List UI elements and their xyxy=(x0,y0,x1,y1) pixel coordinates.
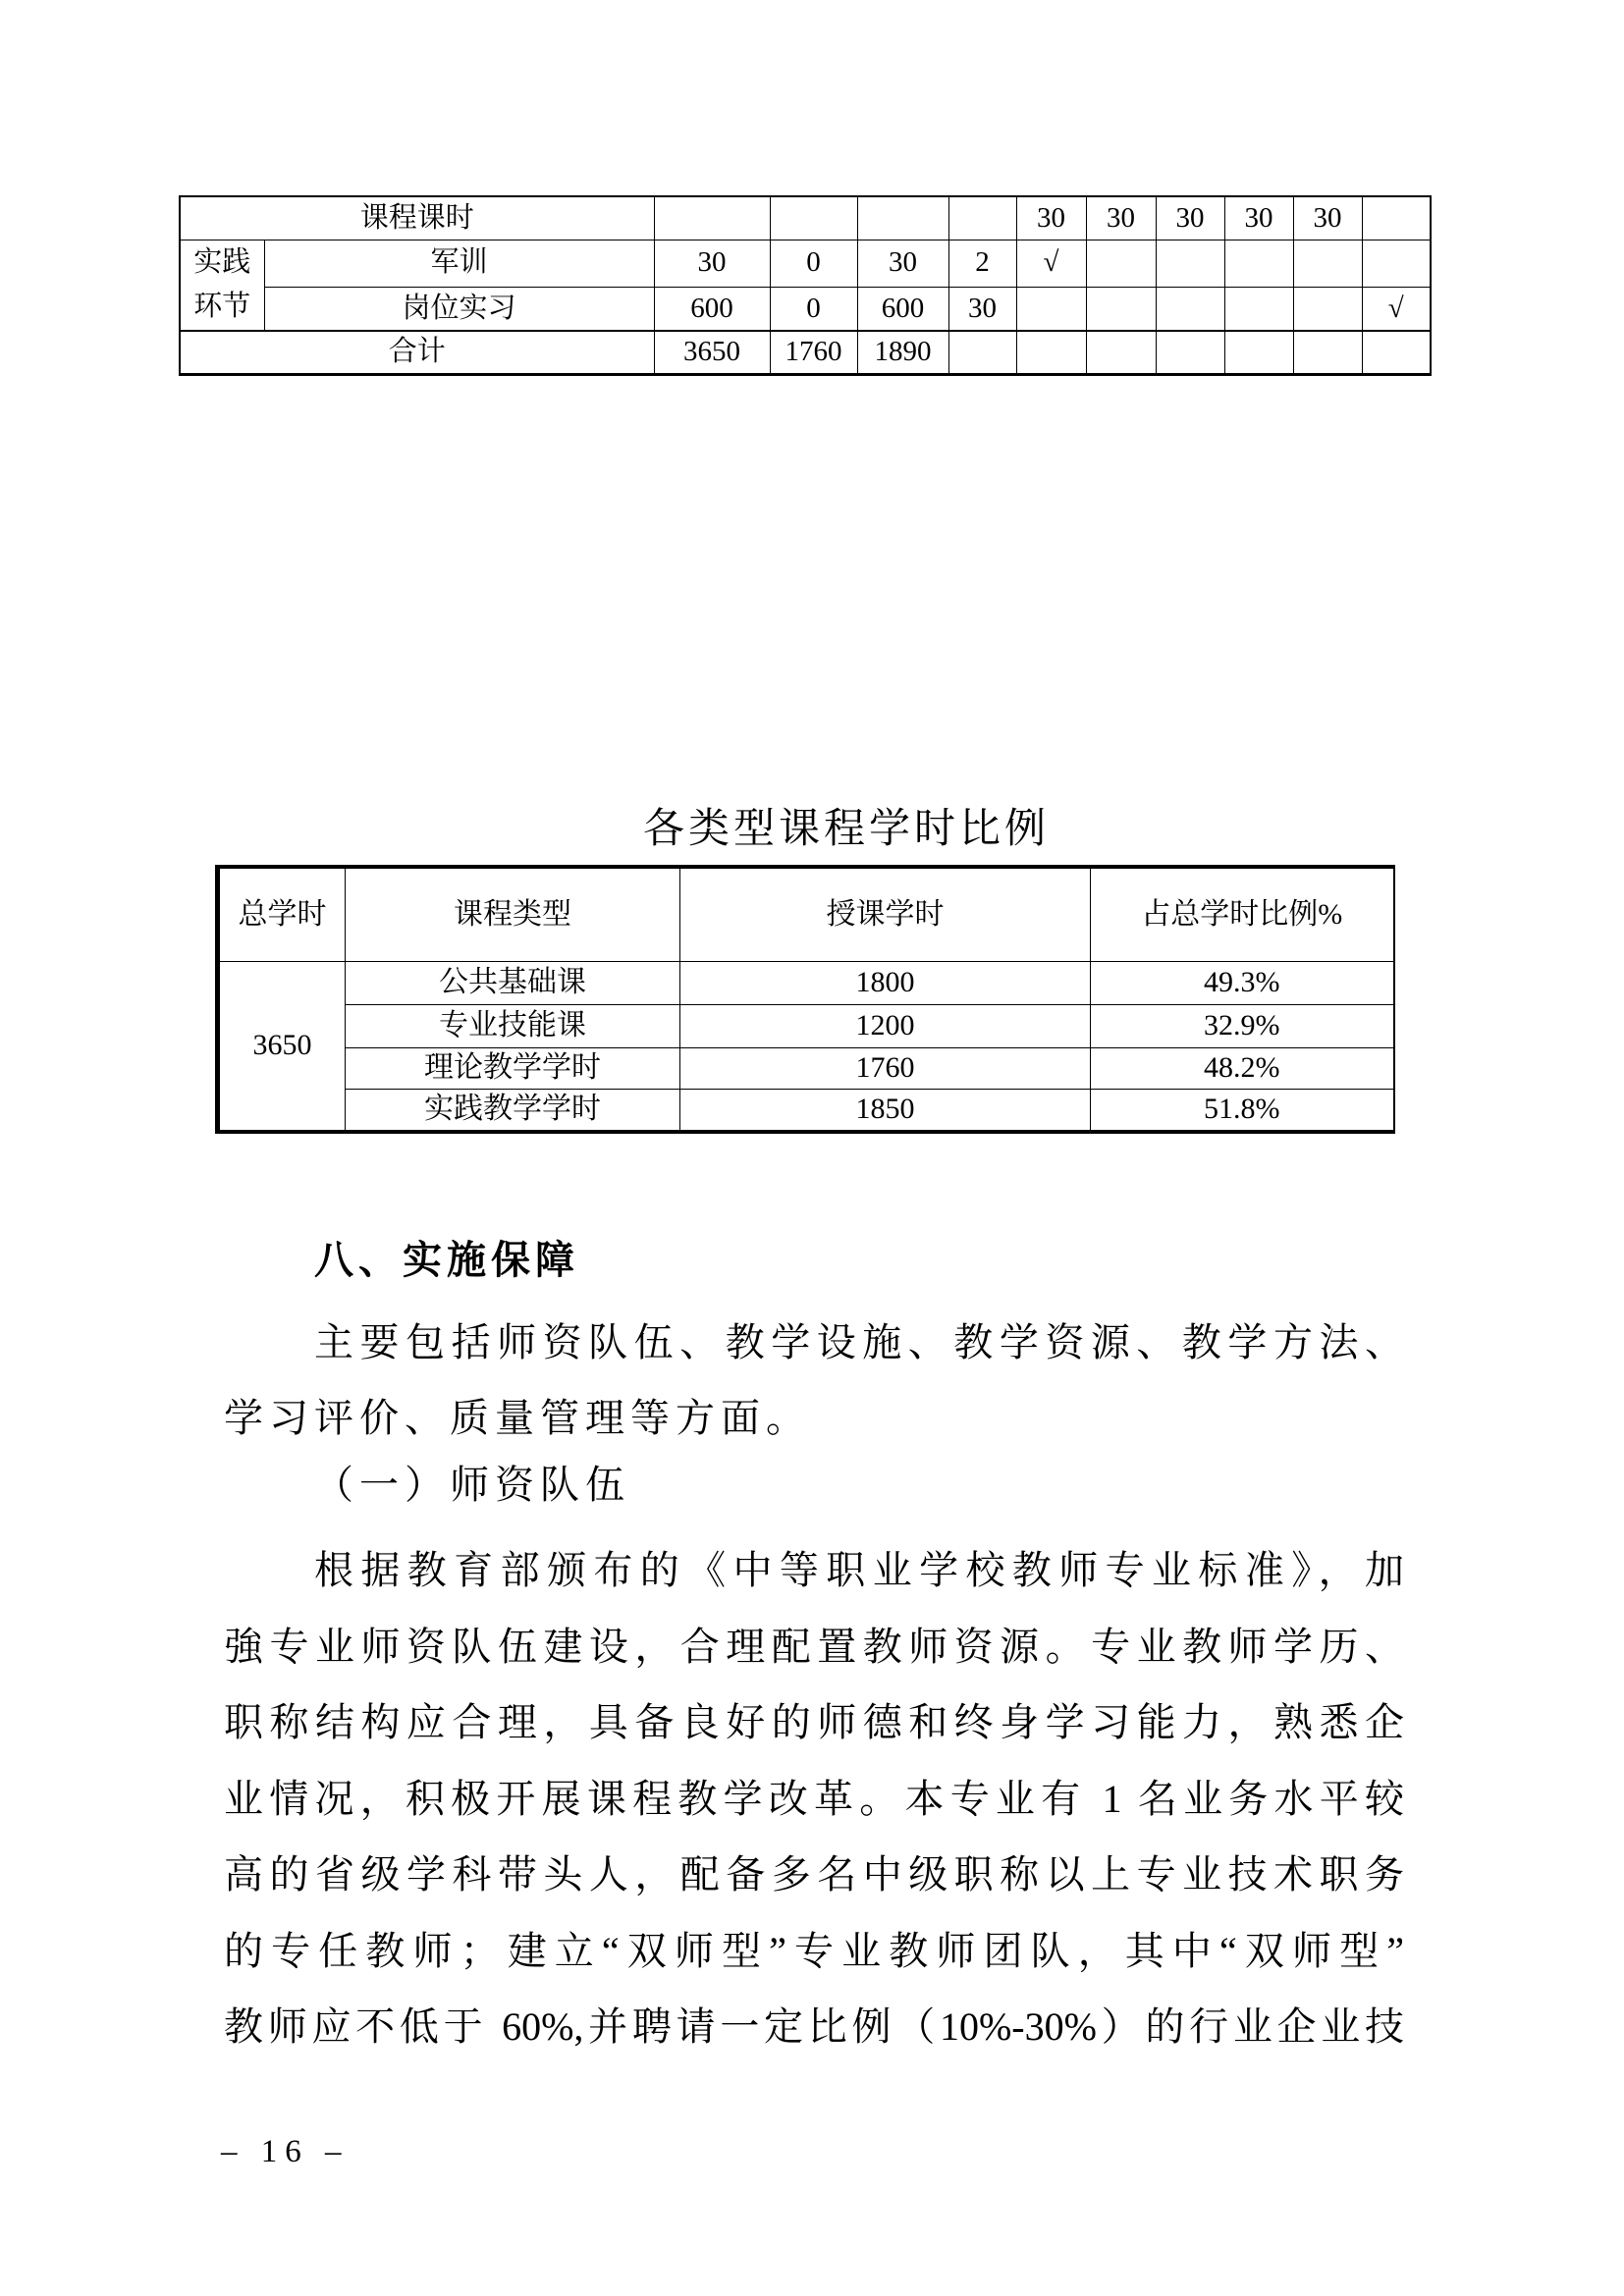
row2-hours: 1200 xyxy=(680,1004,1091,1047)
row1-type: 公共基础课 xyxy=(346,961,680,1004)
row1-hours: 1800 xyxy=(680,961,1091,1004)
total-label: 合计 xyxy=(180,331,654,374)
empty-cell xyxy=(1362,240,1431,287)
body-line: 业情况，积极开展课程教学改革。本专业有 1 名业务水平较 xyxy=(224,1777,1404,1821)
empty-cell xyxy=(1016,331,1086,374)
sem-hours-2: 30 xyxy=(1086,196,1156,240)
empty-cell xyxy=(770,196,857,240)
empty-cell xyxy=(1156,240,1224,287)
body-line: （一）师资队伍 xyxy=(314,1463,630,1507)
empty-cell xyxy=(948,196,1016,240)
empty-cell xyxy=(1086,240,1156,287)
row-total xyxy=(180,331,1431,374)
body-line: 教师应不低于 60%,并聘请一定比例（10%-30%）的行业企业技 xyxy=(224,2004,1404,2049)
row1-pct: 49.3% xyxy=(1091,961,1394,1004)
total-hours-value: 3650 xyxy=(218,961,346,1132)
checkmark: √ xyxy=(1362,287,1431,331)
empty-cell xyxy=(948,331,1016,374)
row2-pct: 32.9% xyxy=(1091,1004,1394,1047)
junxun-theory: 0 xyxy=(770,240,857,287)
empty-cell xyxy=(654,196,770,240)
empty-cell xyxy=(857,196,948,240)
body-line: 的专任教师；建立“双师型”专业教师团队，其中“双师型” xyxy=(224,1929,1404,1973)
junxun-total: 30 xyxy=(654,240,770,287)
table-row xyxy=(218,961,1394,1004)
body-line: 高的省级学科带头人，配备多名中级职称以上专业技术职务 xyxy=(224,1852,1404,1896)
practice-group-line2: 环节 xyxy=(193,291,251,323)
gangwei-practice: 600 xyxy=(857,287,948,331)
empty-cell xyxy=(1224,287,1293,331)
header-course-type: 课程类型 xyxy=(346,867,680,961)
empty-cell xyxy=(1293,331,1362,374)
row3-pct: 48.2% xyxy=(1091,1047,1394,1089)
gangwei-name: 岗位实习 xyxy=(264,287,654,331)
table-row xyxy=(218,1047,1394,1089)
table-row xyxy=(218,1004,1394,1047)
empty-cell xyxy=(1362,196,1431,240)
checkmark: √ xyxy=(1016,240,1086,287)
practice-schedule-table xyxy=(179,195,1432,376)
body-line: 学习评价、质量管理等方面。 xyxy=(224,1396,811,1440)
empty-cell xyxy=(1293,240,1362,287)
row2-type: 专业技能课 xyxy=(346,1004,680,1047)
empty-cell xyxy=(1086,331,1156,374)
empty-cell xyxy=(1086,287,1156,331)
junxun-credits: 2 xyxy=(948,240,1016,287)
sem-hours-4: 30 xyxy=(1224,196,1293,240)
body-line: 主要包括师资队伍、教学设施、教学资源、教学方法、 xyxy=(314,1320,1404,1364)
empty-cell xyxy=(1224,240,1293,287)
sem-hours-5: 30 xyxy=(1293,196,1362,240)
row-military-training xyxy=(180,240,1431,287)
empty-cell xyxy=(1156,287,1224,331)
total-theory: 1760 xyxy=(770,331,857,374)
gangwei-total: 600 xyxy=(654,287,770,331)
body-line: 根据教育部颁布的《中等职业学校教师专业标准》，加 xyxy=(314,1548,1404,1592)
table-row xyxy=(218,1089,1394,1132)
header-teaching-hours: 授课学时 xyxy=(680,867,1091,961)
total-hours: 3650 xyxy=(654,331,770,374)
sem-hours-3: 30 xyxy=(1156,196,1224,240)
body-line: 強专业师资队伍建设，合理配置教师资源。专业教师学历、 xyxy=(224,1625,1404,1669)
gangwei-theory: 0 xyxy=(770,287,857,331)
ratio-header-row xyxy=(218,867,1394,961)
sem-hours-1: 30 xyxy=(1016,196,1086,240)
row3-type: 理论教学学时 xyxy=(346,1047,680,1089)
course-hour-ratio-table xyxy=(215,865,1395,1134)
body-line: 职称结构应合理，具备良好的师德和终身学习能力，熟悉企 xyxy=(224,1700,1404,1744)
page-number: – 16 – xyxy=(221,2134,350,2169)
header-total-hours: 总学时 xyxy=(218,867,346,961)
total-practice: 1890 xyxy=(857,331,948,374)
practice-group-line1: 实践 xyxy=(193,246,251,279)
empty-cell xyxy=(1293,287,1362,331)
junxun-name: 军训 xyxy=(264,240,654,287)
row4-type: 实践教学学时 xyxy=(346,1089,680,1132)
row-post-internship xyxy=(180,287,1431,331)
row3-hours: 1760 xyxy=(680,1047,1091,1089)
row4-pct: 51.8% xyxy=(1091,1089,1394,1132)
empty-cell xyxy=(1362,331,1431,374)
gangwei-credits: 30 xyxy=(948,287,1016,331)
practice-group-label xyxy=(180,240,264,331)
ratio-table-title: 各类型课程学时比例 xyxy=(643,807,1051,852)
empty-cell xyxy=(1156,331,1224,374)
header-percentage: 占总学时比例% xyxy=(1091,867,1394,961)
empty-cell xyxy=(1016,287,1086,331)
section-heading: 八、实施保障 xyxy=(314,1239,579,1282)
row4-hours: 1850 xyxy=(680,1089,1091,1132)
course-hours-label: 课程课时 xyxy=(180,196,654,240)
row-course-hours xyxy=(180,196,1431,240)
junxun-practice: 30 xyxy=(857,240,948,287)
empty-cell xyxy=(1224,331,1293,374)
